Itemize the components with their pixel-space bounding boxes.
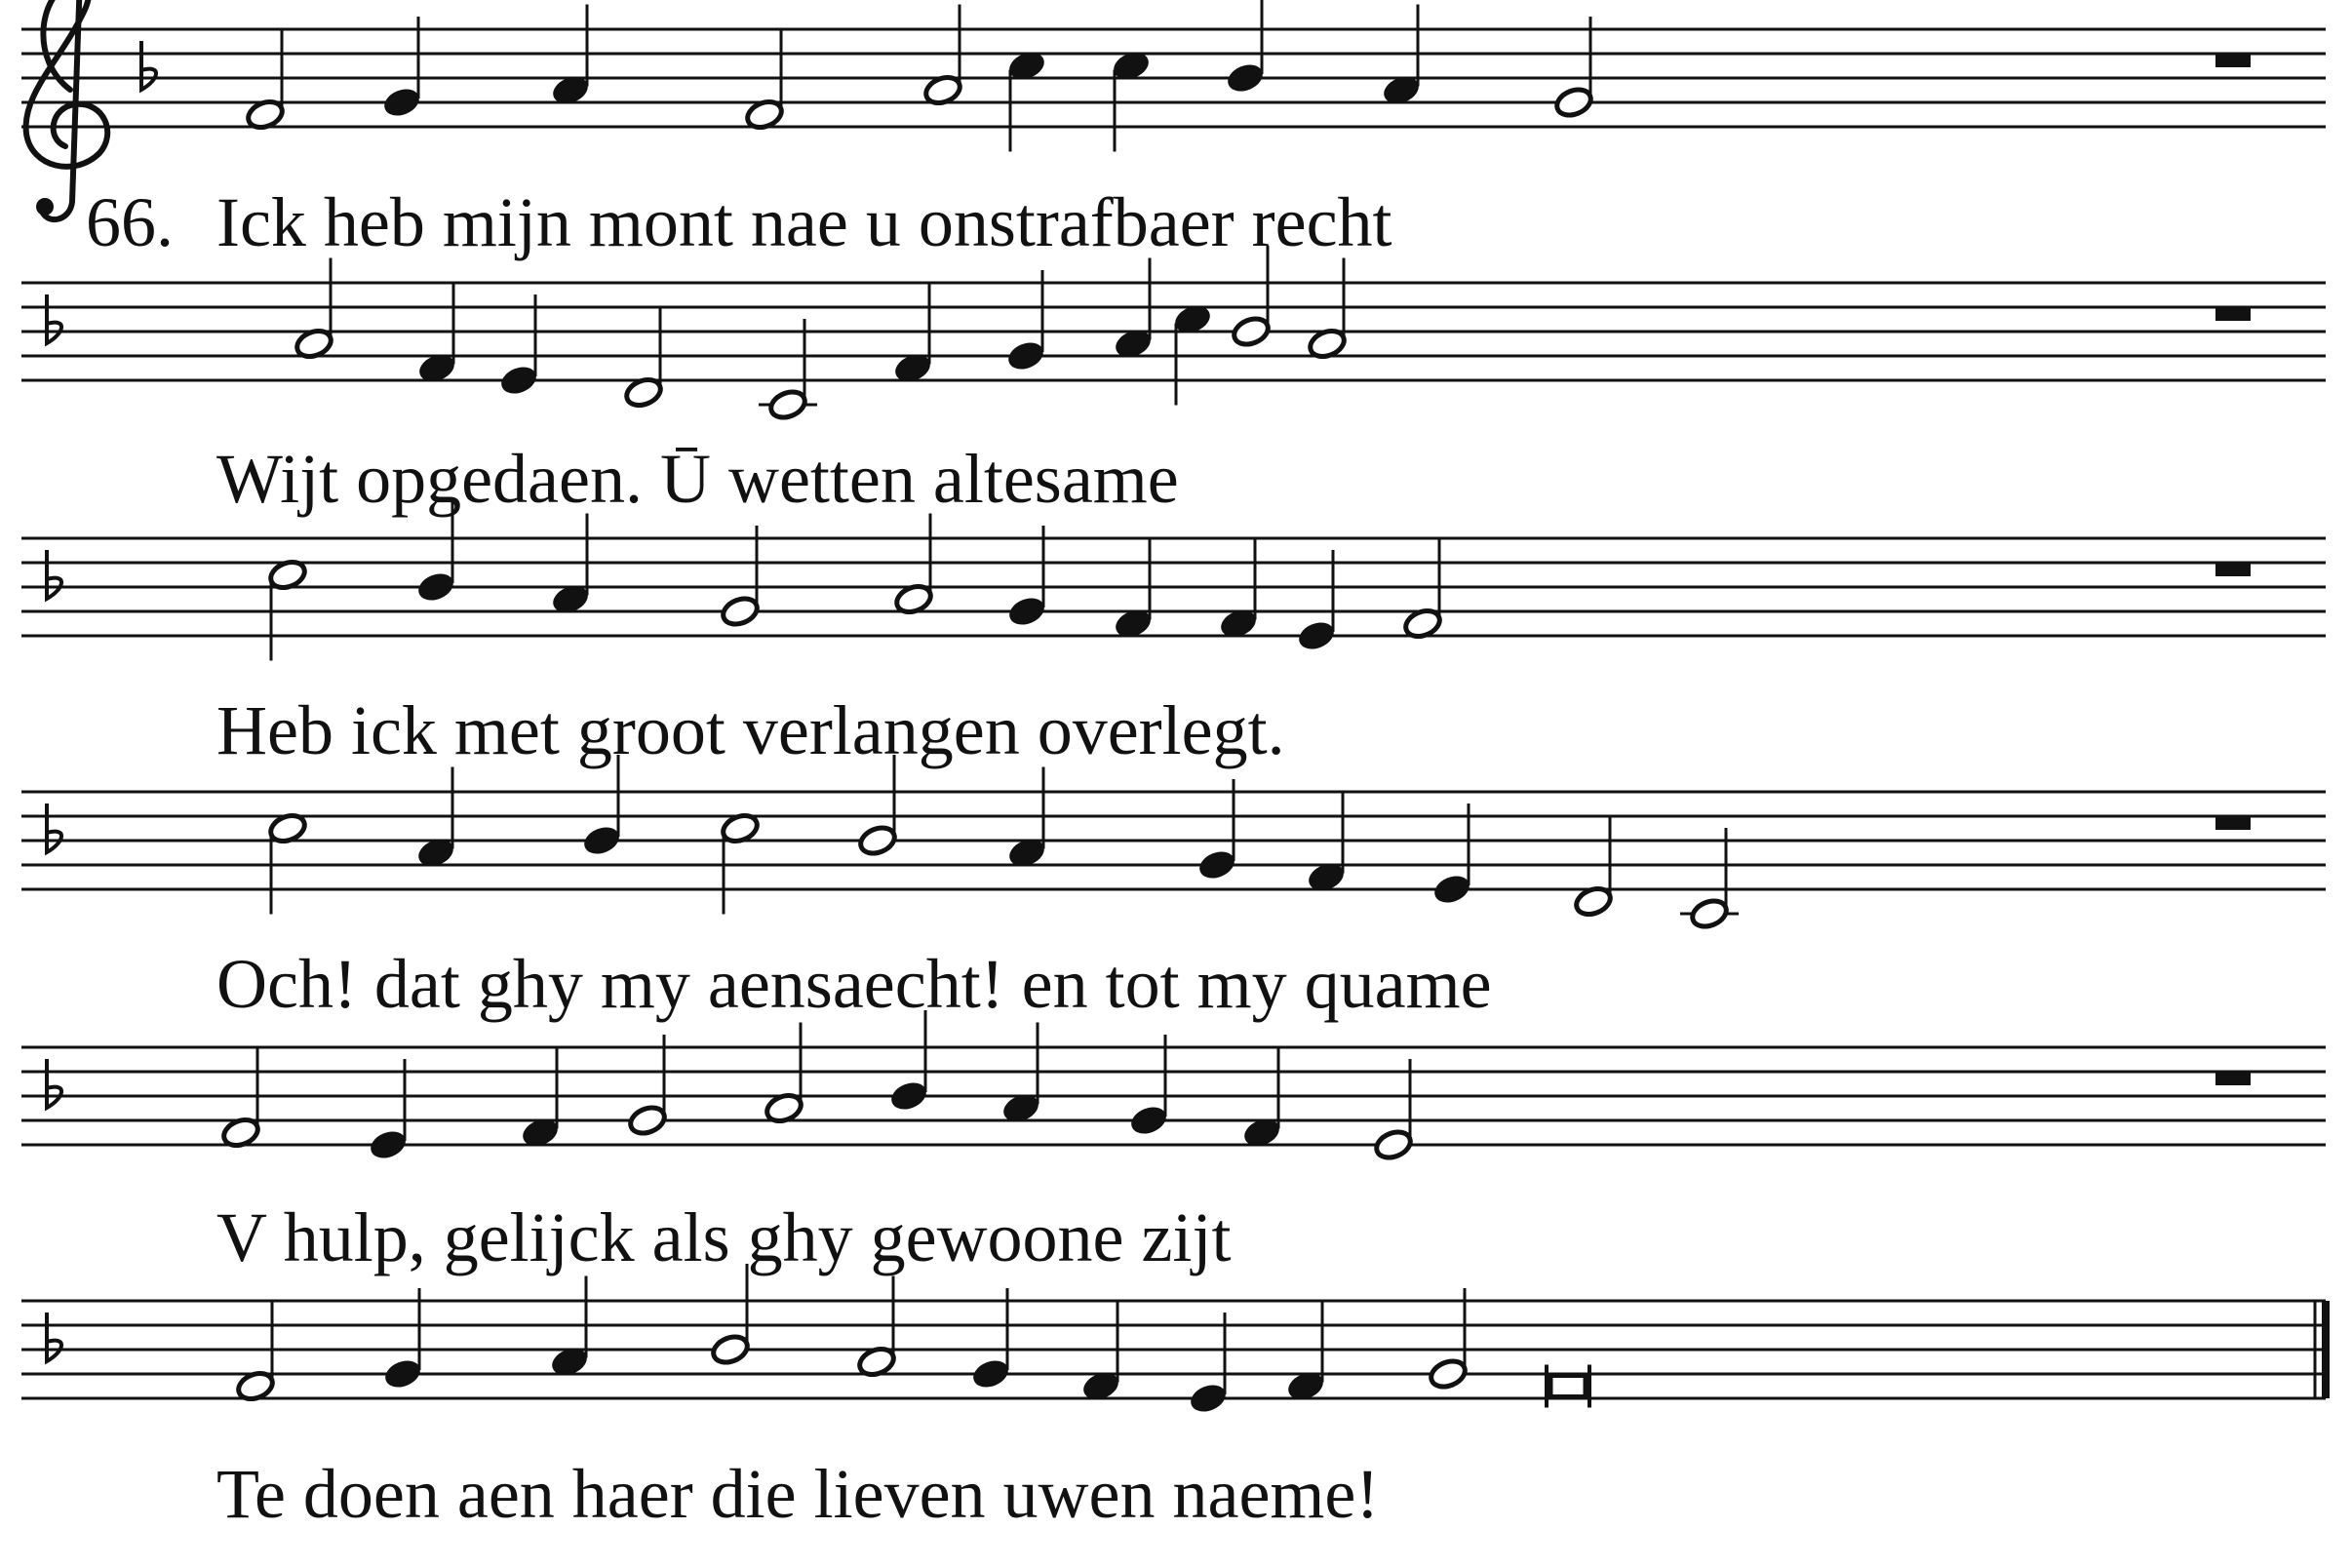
- note: [857, 755, 898, 858]
- quarter-notehead: [888, 1078, 929, 1114]
- note: [520, 1047, 561, 1151]
- note: [1680, 828, 1739, 931]
- lyric-line: Wijt opgedaen. Ū wetten altesame: [216, 440, 1179, 518]
- note: [710, 1264, 751, 1367]
- flat-key-signature-icon: [47, 294, 61, 343]
- note: [382, 1288, 423, 1392]
- note: [1225, 0, 1266, 96]
- quarter-notehead: [382, 1356, 423, 1392]
- quarter-notehead: [970, 1356, 1011, 1392]
- note: [267, 558, 308, 661]
- note: [1113, 258, 1154, 362]
- note: [1428, 1288, 1469, 1392]
- half-rest-icon: [2215, 817, 2251, 830]
- quarter-notehead: [1188, 1381, 1229, 1416]
- note: [1006, 526, 1047, 629]
- half-notehead: [767, 387, 808, 422]
- quarter-notehead: [415, 569, 456, 605]
- note: [220, 1047, 261, 1151]
- note: [1373, 1059, 1414, 1162]
- note: [759, 319, 817, 422]
- note: [1113, 538, 1154, 642]
- note: [892, 283, 933, 386]
- note: [1080, 1301, 1121, 1404]
- note: [1306, 792, 1347, 895]
- quarter-notehead: [1296, 618, 1337, 653]
- quarter-notehead: [1196, 847, 1237, 882]
- staff-system: [21, 501, 2326, 769]
- note: [1241, 1047, 1282, 1151]
- note: [416, 283, 457, 386]
- quarter-notehead: [498, 363, 539, 398]
- quarter-notehead: [1128, 1103, 1169, 1138]
- half-notehead: [710, 1332, 751, 1367]
- note: [1285, 1301, 1326, 1404]
- note: [764, 1023, 804, 1126]
- quarter-notehead: [368, 1127, 409, 1162]
- half-notehead: [1231, 314, 1272, 349]
- note: [922, 5, 963, 108]
- note: [893, 514, 934, 617]
- note: [550, 5, 591, 108]
- note: [623, 307, 664, 411]
- flat-key-signature-icon: [47, 550, 61, 599]
- note: [267, 811, 308, 915]
- note: [498, 294, 539, 398]
- note: [888, 1010, 929, 1114]
- half-rest-icon: [2215, 564, 2251, 576]
- note: [1381, 5, 1422, 108]
- half-notehead: [1373, 1127, 1414, 1162]
- note: [1111, 49, 1152, 152]
- note: [550, 514, 591, 617]
- flat-key-signature-icon: [47, 804, 61, 852]
- note: [720, 811, 761, 915]
- note: [720, 526, 761, 629]
- breve-notehead: [1550, 1376, 1586, 1397]
- note: [1000, 1023, 1041, 1126]
- half-rest-icon: [2215, 1073, 2251, 1085]
- quarter-notehead: [381, 85, 422, 120]
- half-notehead: [857, 823, 898, 858]
- note: [970, 1288, 1011, 1392]
- quarter-notehead: [1006, 594, 1047, 629]
- half-rest-icon: [2215, 55, 2251, 67]
- lyric-line: Ick heb mijn mont nae u onstrafbaer recht: [216, 183, 1392, 261]
- staff-system: [21, 755, 2326, 1023]
- staff-system: [21, 246, 2326, 518]
- staff-system: [21, 0, 2326, 261]
- note: [1307, 258, 1348, 362]
- lyric-line: Och! dat ghy my aensaecht! en tot my quame: [216, 945, 1492, 1023]
- quarter-notehead: [1005, 338, 1046, 373]
- half-notehead: [720, 594, 761, 629]
- flat-key-signature-icon: [47, 1313, 61, 1361]
- half-notehead: [1553, 85, 1594, 120]
- song-number: 66.: [86, 183, 174, 261]
- note: [245, 29, 286, 133]
- staff-system: [21, 1010, 2326, 1276]
- quarter-notehead: [1225, 60, 1266, 96]
- lyric-line: V hulp, gelijck als ghy gewoone zijt: [216, 1198, 1232, 1276]
- note: [1006, 49, 1047, 152]
- half-notehead: [1689, 896, 1730, 931]
- half-notehead: [1428, 1356, 1469, 1392]
- note: [1006, 767, 1047, 871]
- note: [744, 29, 785, 133]
- note: [415, 767, 456, 871]
- half-rest-icon: [2215, 308, 2251, 321]
- note: [1005, 270, 1046, 373]
- note: [1172, 302, 1213, 406]
- note: [1218, 538, 1259, 642]
- lyric-line: Heb ick met groot verlangen overlegt.: [216, 691, 1285, 769]
- note: [627, 1035, 668, 1138]
- note: [1431, 804, 1472, 907]
- note: [381, 17, 422, 120]
- note: [1573, 816, 1614, 920]
- note: [1188, 1313, 1229, 1416]
- quarter-notehead: [581, 823, 622, 858]
- note: [294, 258, 334, 362]
- flat-key-signature-icon: [141, 41, 156, 90]
- lyric-line: Te doen aen haer die lieven uwen naeme!: [216, 1455, 1380, 1533]
- note: [368, 1059, 409, 1162]
- note: [1196, 779, 1237, 882]
- note: [235, 1301, 276, 1404]
- quarter-notehead: [1431, 872, 1472, 907]
- note: [1547, 1365, 1589, 1408]
- note: [581, 755, 622, 858]
- note: [549, 1276, 590, 1380]
- flat-key-signature-icon: [47, 1059, 61, 1108]
- half-notehead: [627, 1103, 668, 1138]
- note: [1128, 1035, 1169, 1138]
- note: [1402, 538, 1443, 642]
- note: [1553, 17, 1594, 120]
- note: [1296, 550, 1337, 653]
- staff-system: [21, 1264, 2326, 1533]
- note: [856, 1276, 897, 1380]
